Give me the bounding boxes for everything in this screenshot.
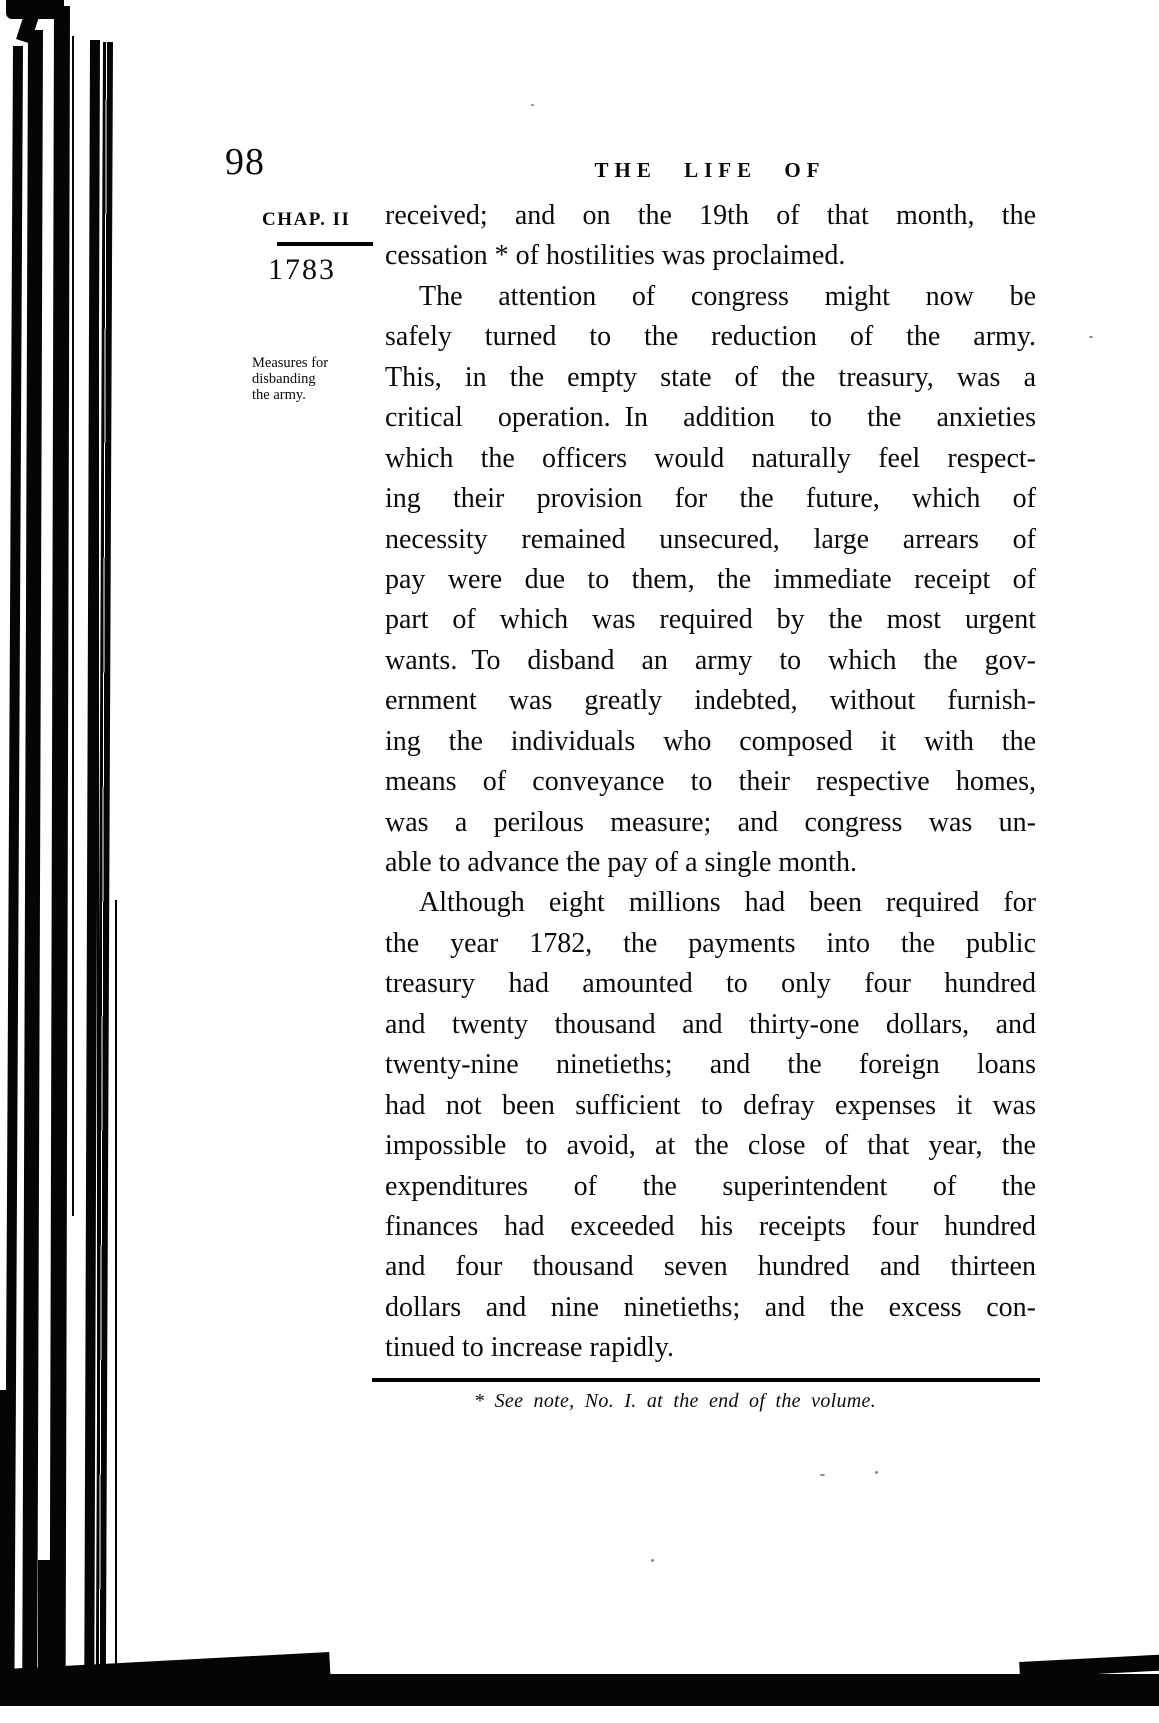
running-head: THE LIFE OF — [594, 158, 826, 182]
text-line: means of conveyance to their respective homes, — [385, 766, 1036, 798]
text-line: the year 1782, the payments into the public — [385, 927, 1036, 959]
text-line: impossible to avoid, at the close of that year, the — [385, 1130, 1036, 1162]
text-line: Although eight millions had been required for — [419, 887, 1036, 919]
text-line: dollars and nine ninetieths; and the excess con- — [385, 1291, 1036, 1323]
scan-bar — [50, 6, 70, 1700]
text-line: ing their provision for the future, which of — [385, 483, 1036, 515]
scan-speck — [820, 1474, 825, 1476]
scan-bar — [115, 900, 117, 1700]
text-line: which the officers would naturally feel respect- — [385, 442, 1036, 474]
footnote-rule — [372, 1378, 1040, 1382]
text-line: cessation * of hostilities was proclaimed. — [385, 240, 846, 272]
scan-speck — [531, 104, 534, 106]
side-note-line: disbanding — [252, 370, 316, 387]
text-line: and twenty thousand and thirty-one dollars, and — [385, 1008, 1036, 1040]
chapter-rule — [277, 242, 373, 246]
side-note — [252, 356, 372, 403]
text-line: received; and on the 19th of that month, the — [385, 200, 1036, 231]
text-line: This, in the empty state of the treasury, was a — [385, 361, 1036, 393]
text-line: ing the individuals who composed it with the — [385, 725, 1036, 757]
text-line: part of which was required by the most urgent — [385, 604, 1036, 636]
side-note-line: Measures for — [252, 355, 329, 371]
chapter-label: CHAP. II — [262, 209, 351, 230]
text-line: necessity remained unsecured, large arrears of — [385, 523, 1036, 555]
footnote: * See note, No. I. at the end of the volume. — [474, 1390, 876, 1412]
text-line: twenty-nine ninetieths; and the foreign loans — [385, 1049, 1036, 1081]
text-line: pay were due to them, the immediate receipt of — [385, 563, 1036, 595]
scan-bar — [22, 30, 43, 1700]
year-label: 1783 — [268, 253, 336, 286]
body-text — [385, 196, 1036, 1369]
scan-speck — [875, 1471, 878, 1474]
text-line: had not been sufficient to defray expenses it was — [385, 1089, 1036, 1121]
text-line: finances had exceeded his receipts four hundred — [385, 1210, 1036, 1242]
text-line: and four thousand seven hundred and thirteen — [385, 1251, 1036, 1283]
scan-bar — [72, 36, 74, 1216]
text-line: The attention of congress might now be — [419, 280, 1036, 312]
text-line: expenditures of the superintendent of the — [385, 1170, 1036, 1202]
text-line: critical operation. In addition to the anxieties — [385, 402, 1036, 434]
scan-blot — [0, 1390, 10, 1680]
scan-speck — [651, 1559, 654, 1562]
text-line: tinued to increase rapidly. — [385, 1332, 674, 1364]
text-line: was a perilous measure; and congress was un- — [385, 806, 1036, 838]
text-line: treasury had amounted to only four hundred — [385, 968, 1036, 1000]
scan-speck — [1089, 336, 1093, 338]
page-number: 98 — [225, 141, 265, 183]
text-line: ernment was greatly indebted, without furnish- — [385, 685, 1036, 717]
text-line: able to advance the pay of a single month. — [385, 847, 857, 878]
side-note-line: the army. — [252, 386, 306, 403]
text-line: wants. To disband an army to which the gov- — [385, 644, 1036, 676]
text-line: safely turned to the reduction of the army. — [385, 321, 1036, 353]
